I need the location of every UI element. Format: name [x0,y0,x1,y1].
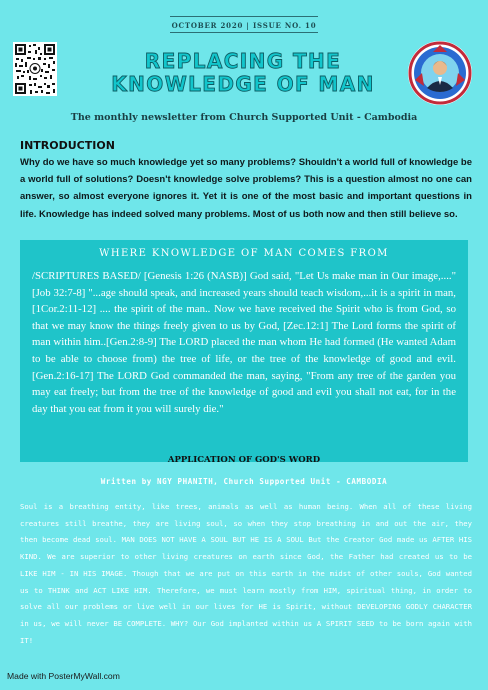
intro-paragraph: Why do we have so much knowledge yet so many problems? Shouldn't a world full of knowledge be a world full of solutions? Doesn't knowledge solve problems? This is a question almost no one can answer, so almost everyone ignores it. Yet it is one of the most basic and important questions in life. Knowledge has indeed solved many problems. Most of us both now and then still believe so. [20,157,472,220]
intro-heading: INTRODUCTION [20,139,115,152]
unit-logo-icon [407,40,473,106]
scripture-panel-text: /SCRIPTURES BASED/ [Genesis 1:26 (NASB)] God said, "Let Us make man in Our image,...." [Job 32:7-8] "...age should speak, and increased years should teach wisdom,...it is a spirit in man, [1Cor.2:11-12] .... the spirit of the man.. Now we have received the Spirit who is from God, so that we may know the things freely given to us by God, [Zec.12:1] The Lord forms the spirit of man within him..[Gen.2:8-9] The LORD placed the man whom He had formed (He wanted Adam to be able to choose from) the tree of life, or the tree of the knowledge of good and evil. [Gen.2:16-17] The LORD God commanded the man, saying, "From any tree of the garden you may eat freely; but from the tree of the knowledge of good and evil you shall not eat, for in the day that you eat from it you will surely die." [32,270,456,415]
postermywall-watermark[interactable]: Made with PosterMyWall.com [7,671,120,681]
newsletter-title-line-1: REPLACING THE [144,49,342,73]
qr-code-icon [13,42,57,96]
application-heading: APPLICATION OF GOD'S WORD [167,455,321,465]
scripture-panel [20,240,468,462]
scripture-panel-heading: WHERE KNOWLEDGE OF MAN COMES FROM [99,248,389,259]
application-paragraph: Soul is a breathing entity, like trees, animals as well as human being. When all of these living creatures still breathe, they are living soul, so when they stop breathing in and out the air, they then become dead soul. MAN DOES NOT HAVE A SOUL BUT HE IS A SOUL But the Creator God made us AFTER HIS KIND. We are superior to other living creatures on earth since God, the Father had created us to be LIKE HIM - IN HIS IMAGE. Though that we are put on this earth in the midst of other souls, God wanted us to THINK and ACT LIKE HIM. Therefore, we must learn mostly from HIM, spiritual thing, in order to solve all our problems or live well in our lives for HE is Spirit, without DEVELOPING GODLY CHARACTER in us, we will never BE COMPLETE. WHY? Our God implanted within us A SPIRIT SEED to be born again with IT! [20,502,472,645]
newsletter-title-line-2: KNOWLEDGE OF MAN [111,72,375,96]
top-rule [170,16,318,17]
issue-rule [170,32,318,33]
newsletter-subtitle: The monthly newsletter from Church Supported Unit - Cambodia [70,112,418,123]
author-byline: Written by NGY PHANITH, Church Supported Unit - CAMBODIA [100,477,388,486]
issue-line: OCTOBER 2020 | ISSUE NO. 10 [171,21,317,30]
